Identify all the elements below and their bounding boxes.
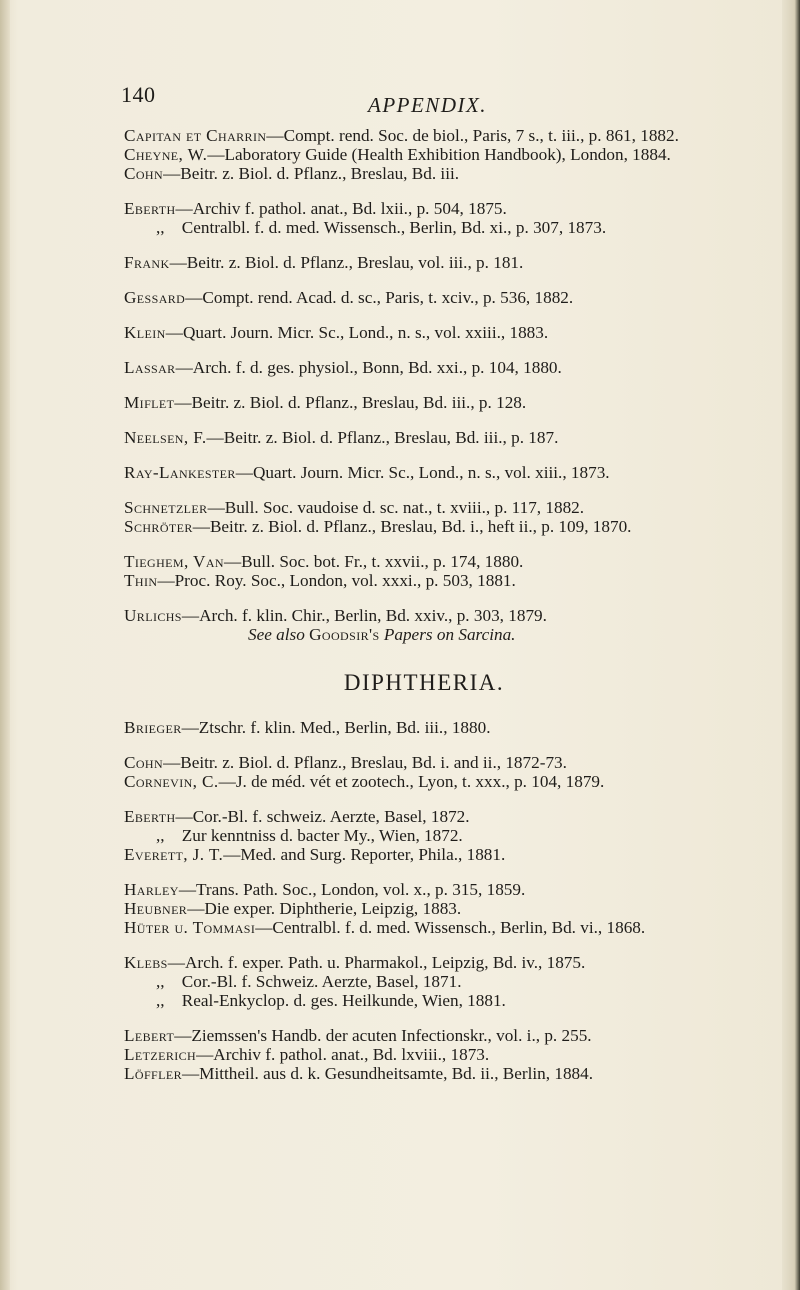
reference-entry — [124, 517, 784, 536]
ref-author: Brieger — [124, 718, 182, 737]
reference-entry — [124, 953, 784, 972]
page-number: 140 — [121, 82, 156, 107]
reference-entry — [124, 218, 784, 237]
reference-entry — [124, 498, 784, 517]
ref-citation: Zur kenntniss d. bacter My., Wien, 1872. — [181, 826, 463, 845]
ref-author: Lassar — [124, 358, 176, 377]
ref-citation: —Archiv f. pathol. anat., Bd. lxii., p. 504, 1875. — [175, 199, 507, 218]
ref-author: Cornevin, C. — [124, 772, 219, 791]
reference-entry — [124, 428, 784, 447]
ref-ditto: ,, — [156, 826, 165, 845]
reference-entry — [124, 772, 784, 791]
ref-citation: —Arch. f. klin. Chir., Berlin, Bd. xxiv., p. 303, 1879. — [181, 606, 547, 625]
ref-citation: —Quart. Journ. Micr. Sc., Lond., n. s., vol. xxiii., 1883. — [165, 323, 549, 342]
see-also-note — [124, 625, 784, 644]
ref-citation: —Beitr. z. Biol. d. Pflanz., Breslau, Bd. iii., p. 187. — [206, 428, 559, 447]
ref-author: Ray-Lankester — [124, 463, 236, 482]
ref-citation: —Laboratory Guide (Health Exhibition Handbook), London, 1884. — [207, 145, 671, 164]
ref-author: Löffler — [124, 1064, 182, 1083]
ref-author: Neelsen, F. — [124, 428, 207, 447]
ref-author: Cohn — [124, 164, 164, 183]
ref-author: Klebs — [124, 953, 168, 972]
ref-citation: —Arch. f. exper. Path. u. Pharmakol., Leipzig, Bd. iv., 1875. — [167, 953, 586, 972]
see-also-prefix: See also — [248, 625, 305, 644]
ref-author: Heubner — [124, 899, 188, 918]
reference-entry — [124, 552, 784, 571]
reference-entry — [124, 1026, 784, 1045]
reference-entry — [124, 126, 784, 145]
ref-citation: —Trans. Path. Soc., London, vol. x., p. 315, 1859. — [178, 880, 526, 899]
reference-entry — [124, 972, 784, 991]
page-gutter-shadow — [0, 0, 10, 1290]
ref-author: Capitan et Charrin — [124, 126, 267, 145]
ref-citation: —Cor.-Bl. f. schweiz. Aerzte, Basel, 1872. — [175, 807, 470, 826]
ref-author: Frank — [124, 253, 170, 272]
reference-entry — [124, 880, 784, 899]
see-also-author: Goodsir's — [309, 625, 380, 644]
ref-citation: —Beitr. z. Biol. d. Pflanz., Breslau, Bd. i. and ii., 1872-73. — [163, 753, 567, 772]
ref-citation: —Quart. Journ. Micr. Sc., Lond., n. s., vol. xiii., 1873. — [235, 463, 610, 482]
ref-author: Tieghem, Van — [124, 552, 224, 571]
ref-citation: —Arch. f. d. ges. physiol., Bonn, Bd. xxi., p. 104, 1880. — [175, 358, 562, 377]
reference-entry — [124, 606, 784, 625]
ref-citation: —Die exper. Diphtherie, Leipzig, 1883. — [187, 899, 462, 918]
see-also-title: Papers on Sarcina. — [383, 625, 516, 644]
page-edge — [782, 0, 800, 1290]
ref-citation: —Med. and Surg. Reporter, Phila., 1881. — [223, 845, 506, 864]
ref-author: Klein — [124, 323, 166, 342]
section-heading: DIPHTHERIA. — [343, 670, 505, 695]
bibliography — [124, 126, 784, 1083]
ref-citation: —Archiv f. pathol. anat., Bd. lxviii., 1873. — [196, 1045, 490, 1064]
reference-entry — [124, 918, 784, 937]
reference-entry — [124, 991, 784, 1010]
ref-author: Thin — [124, 571, 158, 590]
reference-entry — [124, 826, 784, 845]
ref-author: Miflet — [124, 393, 175, 412]
ref-citation: —Bull. Soc. vaudoise d. sc. nat., t. xviii., p. 117, 1882. — [207, 498, 585, 517]
ref-ditto: ,, — [156, 972, 165, 991]
reference-entry — [124, 393, 784, 412]
ref-citation: —Compt. rend. Acad. d. sc., Paris, t. xciv., p. 536, 1882. — [185, 288, 574, 307]
reference-entry — [124, 571, 784, 590]
ref-citation: Real-Enkyclop. d. ges. Heilkunde, Wien, 1881. — [181, 991, 506, 1010]
ref-author: Harley — [124, 880, 179, 899]
reference-entry — [124, 323, 784, 342]
ref-ditto: ,, — [156, 218, 165, 237]
reference-entry — [124, 1064, 784, 1083]
reference-entry — [124, 845, 784, 864]
ref-author: Schröter — [124, 517, 193, 536]
reference-entry — [124, 199, 784, 218]
ref-citation: —Centralbl. f. d. med. Wissensch., Berlin, Bd. vi., 1868. — [255, 918, 646, 937]
reference-entry — [124, 753, 784, 772]
ref-citation: —Mittheil. aus d. k. Gesundheitsamte, Bd. ii., Berlin, 1884. — [181, 1064, 594, 1083]
ref-citation: —Ztschr. f. klin. Med., Berlin, Bd. iii., 1880. — [181, 718, 491, 737]
running-head: APPENDIX. — [368, 93, 488, 117]
ref-author: Gessard — [124, 288, 186, 307]
ref-citation: —J. de méd. vét et zootech., Lyon, t. xxx., p. 104, 1879. — [218, 772, 605, 791]
ref-author: Letzerich — [124, 1045, 197, 1064]
ref-citation: —Proc. Roy. Soc., London, vol. xxxi., p. 503, 1881. — [157, 571, 516, 590]
ref-citation: —Beitr. z. Biol. d. Pflanz., Breslau, Bd. i., heft ii., p. 109, 1870. — [192, 517, 632, 536]
ref-author: Urlichs — [124, 606, 182, 625]
ref-author: Cohn — [124, 753, 164, 772]
ref-citation: —Ziemssen's Handb. der acuten Infectionskr., vol. i., p. 255. — [174, 1026, 592, 1045]
ref-author: Everett, J. T. — [124, 845, 224, 864]
ref-ditto: ,, — [156, 991, 165, 1010]
ref-author: Eberth — [124, 199, 176, 218]
ref-author: Schnetzler — [124, 498, 208, 517]
ref-citation: Centralbl. f. d. med. Wissensch., Berlin, Bd. xi., p. 307, 1873. — [181, 218, 607, 237]
reference-entry — [124, 463, 784, 482]
ref-author: Lebert — [124, 1026, 175, 1045]
ref-citation: —Beitr. z. Biol. d. Pflanz., Breslau, Bd. iii., p. 128. — [174, 393, 527, 412]
reference-entry — [124, 164, 784, 183]
ref-author: Hüter u. Tommasi — [124, 918, 256, 937]
reference-entry — [124, 145, 784, 164]
ref-citation: —Bull. Soc. bot. Fr., t. xxvii., p. 174, 1880. — [223, 552, 524, 571]
reference-entry — [124, 358, 784, 377]
ref-citation: Cor.-Bl. f. Schweiz. Aerzte, Basel, 1871. — [181, 972, 462, 991]
ref-citation: —Compt. rend. Soc. de biol., Paris, 7 s., t. iii., p. 861, 1882. — [266, 126, 679, 145]
reference-entry — [124, 253, 784, 272]
reference-entry — [124, 718, 784, 737]
ref-citation: —Beitr. z. Biol. d. Pflanz., Breslau, Bd. iii. — [163, 164, 460, 183]
reference-entry — [124, 899, 784, 918]
reference-entry — [124, 1045, 784, 1064]
ref-author: Cheyne, W. — [124, 145, 208, 164]
reference-entry — [124, 288, 784, 307]
ref-citation: —Beitr. z. Biol. d. Pflanz., Breslau, vol. iii., p. 181. — [169, 253, 524, 272]
reference-entry — [124, 807, 784, 826]
ref-author: Eberth — [124, 807, 176, 826]
